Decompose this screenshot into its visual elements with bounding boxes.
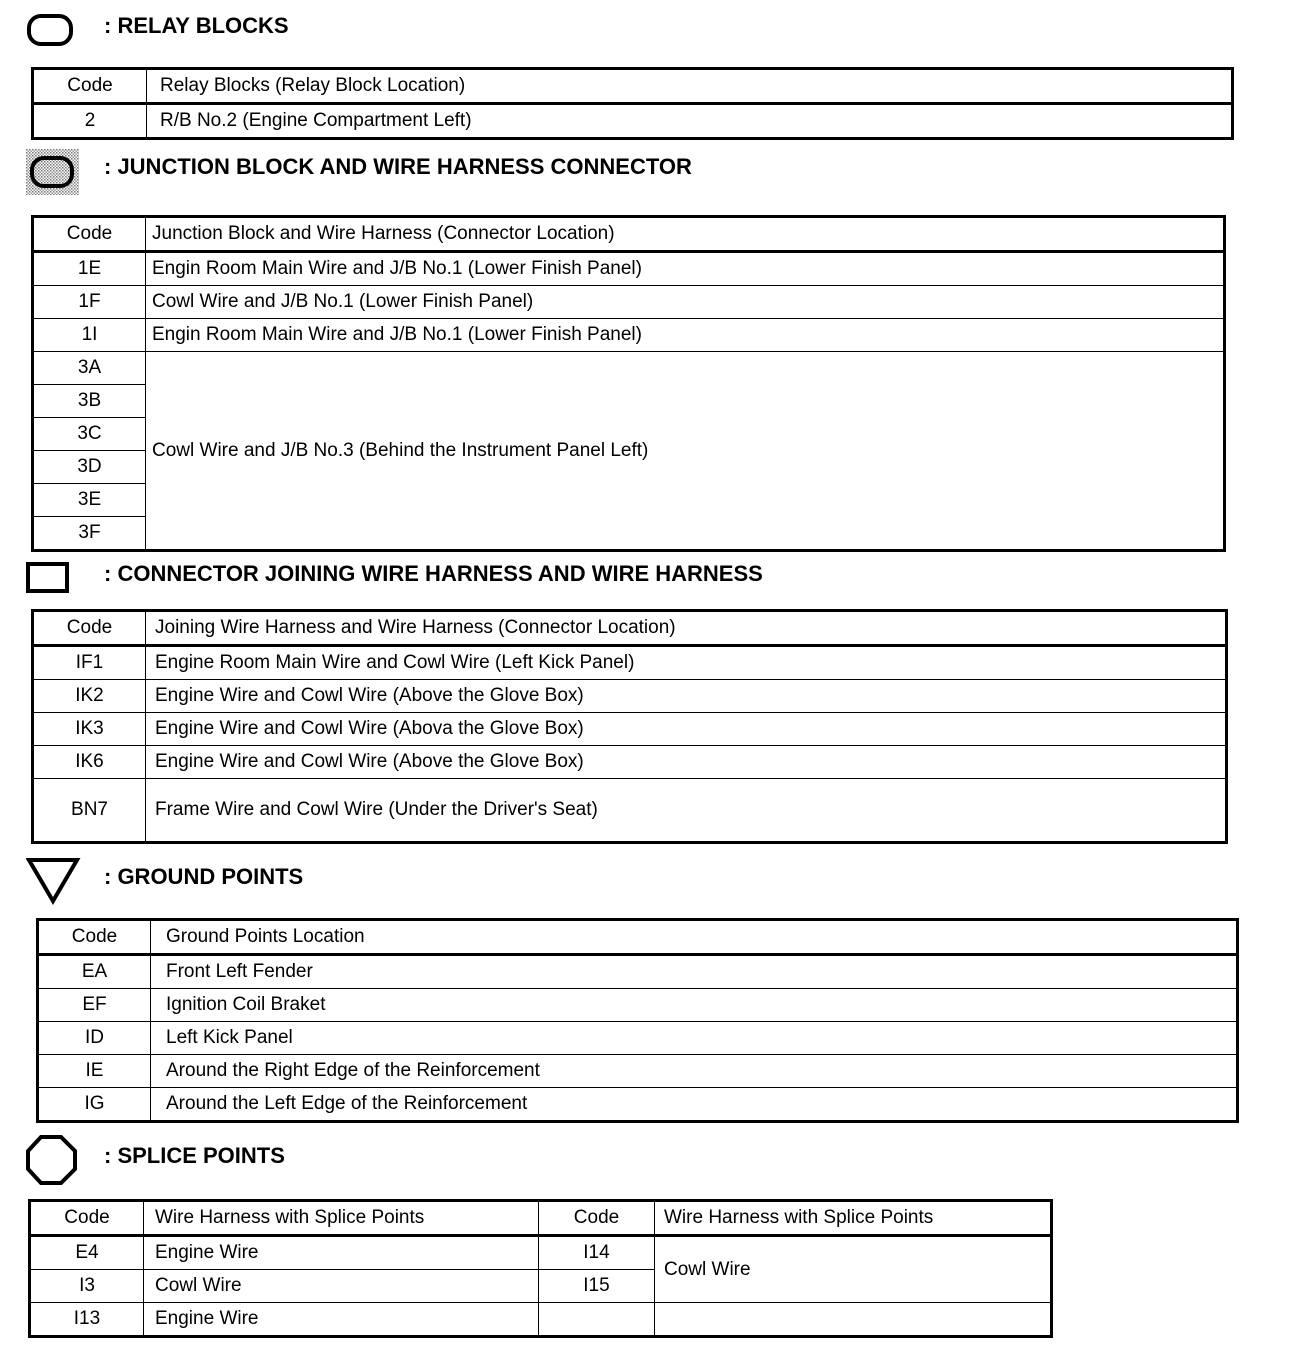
ground-points-table [36, 918, 1239, 1123]
right-desc-cell: Cowl Wire [655, 1236, 1052, 1303]
code-cell: 3F [33, 517, 146, 551]
table-row [33, 352, 1225, 385]
desc-header: Wire Harness with Splice Points [144, 1201, 539, 1236]
relay-block-icon [26, 12, 76, 48]
table-header-row [30, 1201, 1052, 1236]
code-cell: 1E [33, 252, 146, 286]
code-header: Code [33, 69, 147, 104]
junction-block-icon [26, 149, 80, 197]
code-header: Code [33, 217, 146, 252]
table-header-row [38, 920, 1238, 955]
code-cell: 3A [33, 352, 146, 385]
desc-header: Junction Block and Wire Harness (Connector Location) [146, 217, 1225, 252]
desc-cell: Engin Room Main Wire and J/B No.1 (Lower Finish Panel) [146, 252, 1225, 286]
table-row [30, 1303, 1052, 1337]
desc-cell: Engine Room Main Wire and Cowl Wire (Left Kick Panel) [146, 646, 1227, 680]
junction-blocks-heading: : JUNCTION BLOCK AND WIRE HARNESS CONNECTOR [104, 154, 692, 179]
code-cell: I13 [30, 1303, 144, 1337]
code-cell: IE [38, 1055, 151, 1088]
desc-cell: Frame Wire and Cowl Wire (Under the Driver's Seat) [146, 779, 1227, 843]
empty-cell [539, 1303, 655, 1337]
desc-cell: Ignition Coil Braket [151, 989, 1238, 1022]
code-header: Code [38, 920, 151, 955]
table-row [33, 779, 1227, 843]
desc-header: Ground Points Location [151, 920, 1238, 955]
table-row [38, 989, 1238, 1022]
code-cell-right: I14 [539, 1236, 655, 1270]
ground-points-heading: : GROUND POINTS [104, 864, 304, 889]
table-row [33, 286, 1225, 319]
code-cell: 2 [33, 104, 147, 139]
desc-header: Joining Wire Harness and Wire Harness (Connector Location) [146, 611, 1227, 646]
splice-points-heading: : SPLICE POINTS [104, 1143, 285, 1168]
desc-cell: Engine Wire and Cowl Wire (Above the Glove Box) [146, 746, 1227, 779]
code-cell: EA [38, 955, 151, 989]
connectors-heading: : CONNECTOR JOINING WIRE HARNESS AND WIRE HARNESS [104, 561, 763, 586]
code-cell: 1I [33, 319, 146, 352]
desc-cell: Engin Room Main Wire and J/B No.1 (Lower Finish Panel) [146, 319, 1225, 352]
code-cell: BN7 [33, 779, 146, 843]
table-row [33, 713, 1227, 746]
connectors-table [31, 609, 1228, 844]
code-cell: 3D [33, 451, 146, 484]
junction-blocks-table [31, 215, 1226, 552]
table-header-row [33, 69, 1233, 104]
table-row [33, 252, 1225, 286]
empty-cell [655, 1303, 1052, 1337]
table-row [33, 646, 1227, 680]
code-header-2: Code [539, 1201, 655, 1236]
code-cell: IK3 [33, 713, 146, 746]
code-cell: IG [38, 1088, 151, 1122]
desc-cell: Cowl Wire [144, 1270, 539, 1303]
code-cell: IK6 [33, 746, 146, 779]
desc-cell: Cowl Wire and J/B No.1 (Lower Finish Panel) [146, 286, 1225, 319]
desc-cell: Around the Right Edge of the Reinforcement [151, 1055, 1238, 1088]
code-cell: EF [38, 989, 151, 1022]
table-row [38, 1055, 1238, 1088]
desc-cell: R/B No.2 (Engine Compartment Left) [147, 104, 1233, 139]
table-header-row [33, 611, 1227, 646]
group-desc-cell: Cowl Wire and J/B No.3 (Behind the Instrument Panel Left) [146, 352, 1225, 551]
splice-point-icon [24, 1133, 80, 1189]
code-cell: 3C [33, 418, 146, 451]
code-cell: IK2 [33, 680, 146, 713]
code-header: Code [33, 611, 146, 646]
code-cell-right: I15 [539, 1270, 655, 1303]
desc-cell: Engine Wire [144, 1303, 539, 1337]
table-row [33, 319, 1225, 352]
table-row [38, 1088, 1238, 1122]
table-row [30, 1236, 1052, 1270]
desc-header: Relay Blocks (Relay Block Location) [147, 69, 1233, 104]
table-row [33, 680, 1227, 713]
code-cell: E4 [30, 1236, 144, 1270]
desc-cell: Around the Left Edge of the Reinforcement [151, 1088, 1238, 1122]
table-header-row [33, 217, 1225, 252]
table-row [38, 1022, 1238, 1055]
table-row [38, 955, 1238, 989]
relay-blocks-table [31, 67, 1234, 140]
desc-cell: Engine Wire and Cowl Wire (Above the Glove Box) [146, 680, 1227, 713]
relay-blocks-heading: : RELAY BLOCKS [104, 13, 289, 38]
table-row [33, 746, 1227, 779]
code-cell: 3E [33, 484, 146, 517]
desc-header-2: Wire Harness with Splice Points [655, 1201, 1052, 1236]
code-cell: ID [38, 1022, 151, 1055]
code-cell: 1F [33, 286, 146, 319]
code-cell: IF1 [33, 646, 146, 680]
code-cell: I3 [30, 1270, 144, 1303]
splice-points-table [28, 1199, 1053, 1338]
desc-cell: Engine Wire [144, 1236, 539, 1270]
code-cell: 3B [33, 385, 146, 418]
table-row [33, 104, 1233, 139]
ground-point-icon [26, 856, 82, 906]
connector-icon [26, 561, 72, 595]
desc-cell: Front Left Fender [151, 955, 1238, 989]
code-header: Code [30, 1201, 144, 1236]
desc-cell: Engine Wire and Cowl Wire (Abova the Glove Box) [146, 713, 1227, 746]
desc-cell: Left Kick Panel [151, 1022, 1238, 1055]
